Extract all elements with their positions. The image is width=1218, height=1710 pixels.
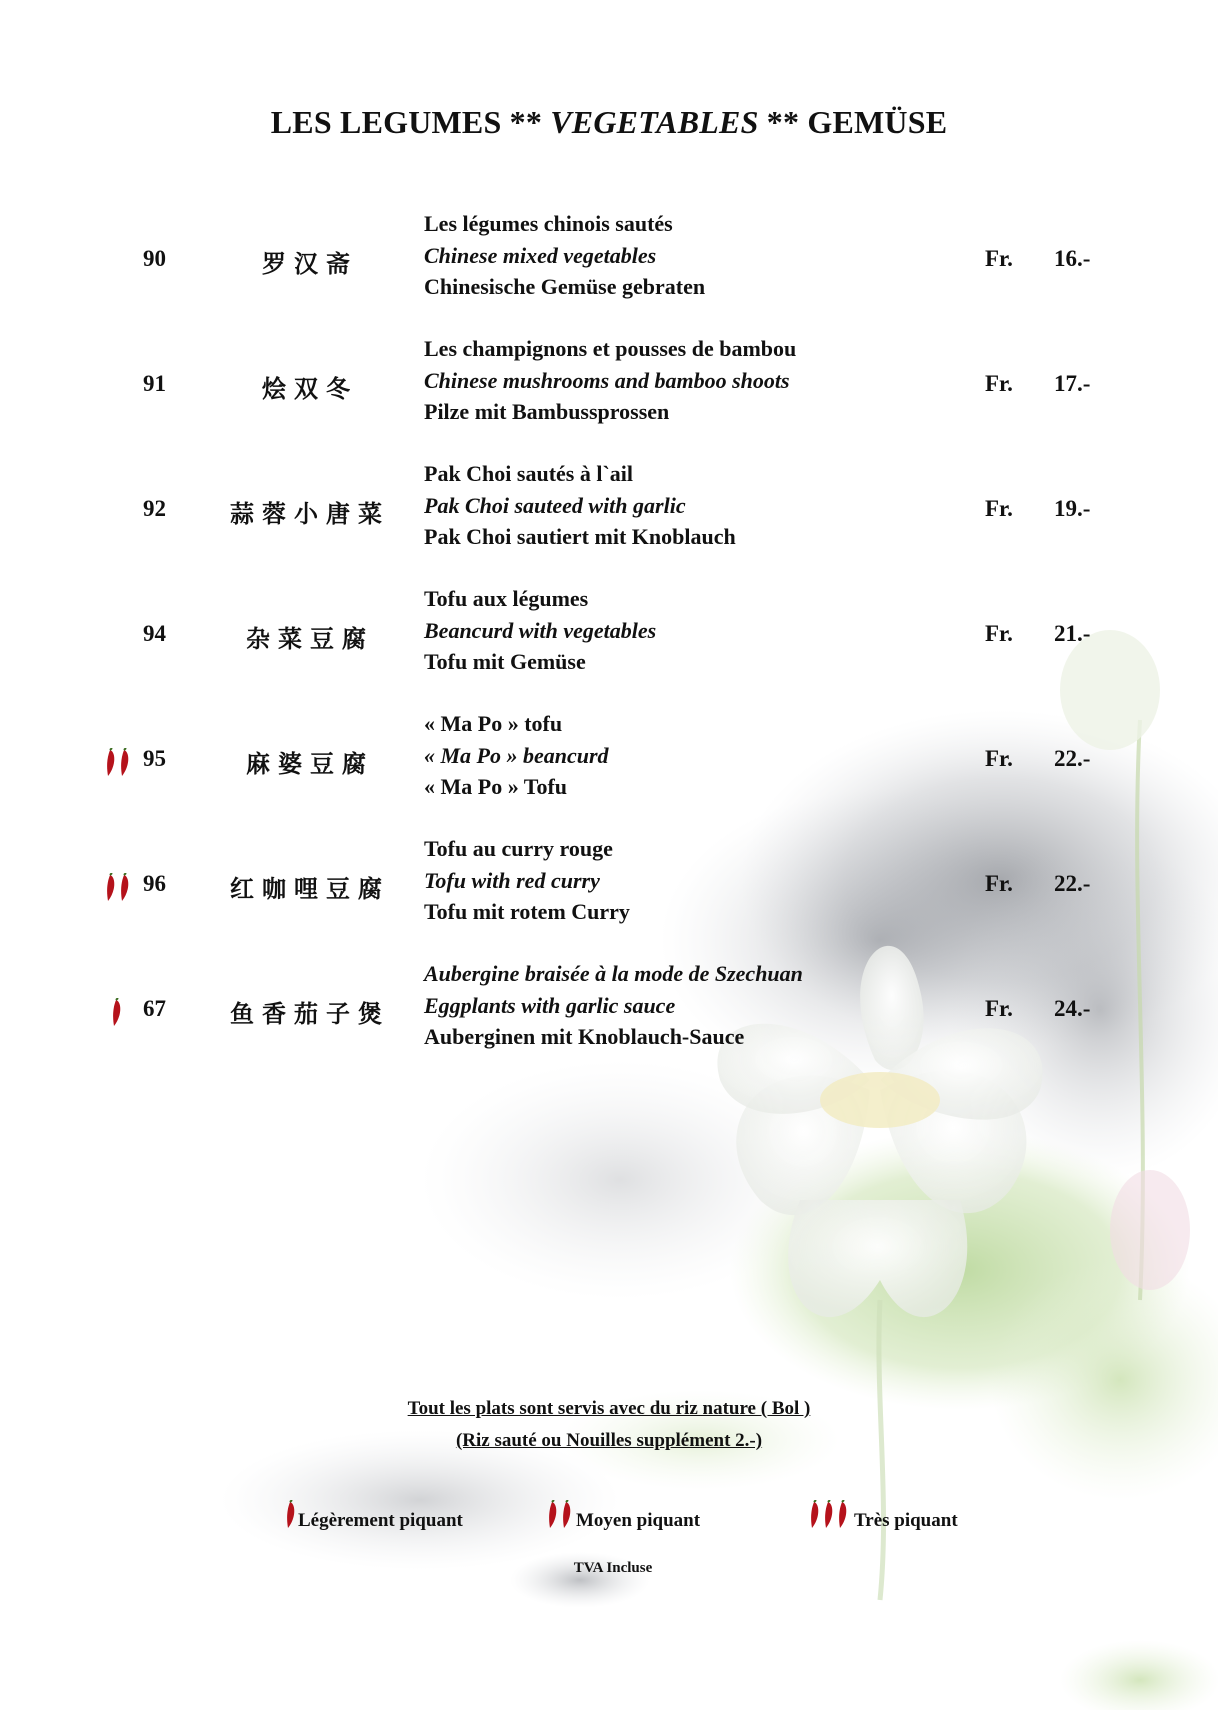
item-name-english: Chinese mixed vegetables xyxy=(424,242,657,268)
item-price: 22.- xyxy=(1054,871,1091,896)
item-name-english: « Ma Po » beancurd xyxy=(424,742,609,768)
spicy-mild-icon xyxy=(104,998,144,1028)
item-name-english: Eggplants with garlic sauce xyxy=(424,992,676,1018)
item-currency: Fr. xyxy=(985,621,1013,646)
item-chinese-name: 红咖哩豆腐 xyxy=(230,875,390,903)
menu-item xyxy=(0,208,1218,304)
item-price: 19.- xyxy=(1054,496,1091,521)
legend-medium-label: Moyen piquant xyxy=(576,1510,701,1531)
item-description xyxy=(424,958,803,1053)
page-title xyxy=(0,104,1218,141)
item-number: 94 xyxy=(143,621,166,646)
item-number: 96 xyxy=(143,871,166,896)
item-name-french: Les légumes chinois sautés xyxy=(424,211,673,236)
item-description xyxy=(424,708,609,803)
item-chinese-name: 蒜蓉小唐菜 xyxy=(230,500,390,528)
item-number: 95 xyxy=(143,746,166,771)
item-chinese-name: 麻婆豆腐 xyxy=(246,750,374,778)
item-name-french: Tofu au curry rouge xyxy=(424,836,613,861)
item-chinese-name: 鱼香茄子煲 xyxy=(230,1000,390,1028)
rice-note: Tout les plats sont servis avec du riz nature ( Bol ) xyxy=(407,1398,811,1419)
pepper-icon xyxy=(546,1510,576,1531)
item-price: 24.- xyxy=(1054,996,1091,1021)
item-currency: Fr. xyxy=(985,871,1013,896)
item-currency: Fr. xyxy=(985,496,1013,521)
item-number: 91 xyxy=(143,371,166,396)
item-name-french: Aubergine braisée à la mode de Szechuan xyxy=(424,961,803,986)
item-description xyxy=(424,583,656,678)
menu-item xyxy=(0,583,1218,679)
item-name-english: Beancurd with vegetables xyxy=(424,617,657,643)
title-english: VEGETABLES xyxy=(550,104,759,140)
item-description xyxy=(424,208,705,303)
item-chinese-name: 烩双冬 xyxy=(262,375,358,403)
legend-mild-label: Légèrement piquant xyxy=(298,1510,463,1531)
item-currency: Fr. xyxy=(985,996,1013,1021)
item-name-german: « Ma Po » Tofu xyxy=(424,774,568,799)
item-name-french: Tofu aux légumes xyxy=(424,586,589,611)
menu-item xyxy=(0,958,1218,1054)
item-name-german: Tofu mit Gemüse xyxy=(424,649,586,674)
item-name-german: Auberginen mit Knoblauch-Sauce xyxy=(424,1024,745,1049)
legend-medium xyxy=(546,1500,700,1536)
menu-item xyxy=(0,833,1218,929)
pepper-icon xyxy=(808,1510,854,1531)
item-chinese-name: 罗汉斋 xyxy=(262,250,358,278)
title-german: ** GEMÜSE xyxy=(758,104,948,140)
item-description xyxy=(424,833,630,928)
item-chinese-name: 杂菜豆腐 xyxy=(246,625,374,653)
item-number: 92 xyxy=(143,496,166,521)
tva-note: TVA Incluse xyxy=(573,1560,653,1576)
item-name-english: Chinese mushrooms and bamboo shoots xyxy=(424,367,790,393)
menu-item xyxy=(0,333,1218,429)
menu-item xyxy=(0,708,1218,804)
legend-hot-label: Très piquant xyxy=(854,1510,958,1531)
menu-item xyxy=(0,458,1218,554)
item-currency: Fr. xyxy=(985,746,1013,771)
item-description xyxy=(424,458,736,553)
item-description xyxy=(424,333,796,428)
item-name-german: Tofu mit rotem Curry xyxy=(424,899,630,924)
item-name-english: Pak Choi sauteed with garlic xyxy=(424,492,686,518)
spicy-medium-icon xyxy=(104,748,144,778)
item-price: 16.- xyxy=(1054,246,1091,271)
item-price: 17.- xyxy=(1054,371,1091,396)
legend-hot xyxy=(808,1500,958,1536)
pepper-icon xyxy=(282,1510,298,1531)
supplement-note: (Riz sauté ou Nouilles supplément 2.-) xyxy=(455,1430,763,1451)
item-number: 90 xyxy=(143,246,166,271)
item-name-german: Pilze mit Bambussprossen xyxy=(424,399,670,424)
spicy-medium-icon xyxy=(104,873,144,903)
item-name-english: Tofu with red curry xyxy=(424,867,600,893)
item-name-german: Chinesische Gemüse gebraten xyxy=(424,274,706,299)
legend-mild xyxy=(282,1500,463,1536)
title-french: LES LEGUMES ** xyxy=(270,104,551,140)
item-name-french: Les champignons et pousses de bambou xyxy=(424,336,797,361)
item-name-german: Pak Choi sautiert mit Knoblauch xyxy=(424,524,736,549)
item-currency: Fr. xyxy=(985,246,1013,271)
item-number: 67 xyxy=(143,996,166,1021)
item-currency: Fr. xyxy=(985,371,1013,396)
item-name-french: Pak Choi sautés à l`ail xyxy=(424,461,634,486)
item-name-french: « Ma Po » tofu xyxy=(424,711,563,736)
item-price: 22.- xyxy=(1054,746,1091,771)
item-price: 21.- xyxy=(1054,621,1091,646)
